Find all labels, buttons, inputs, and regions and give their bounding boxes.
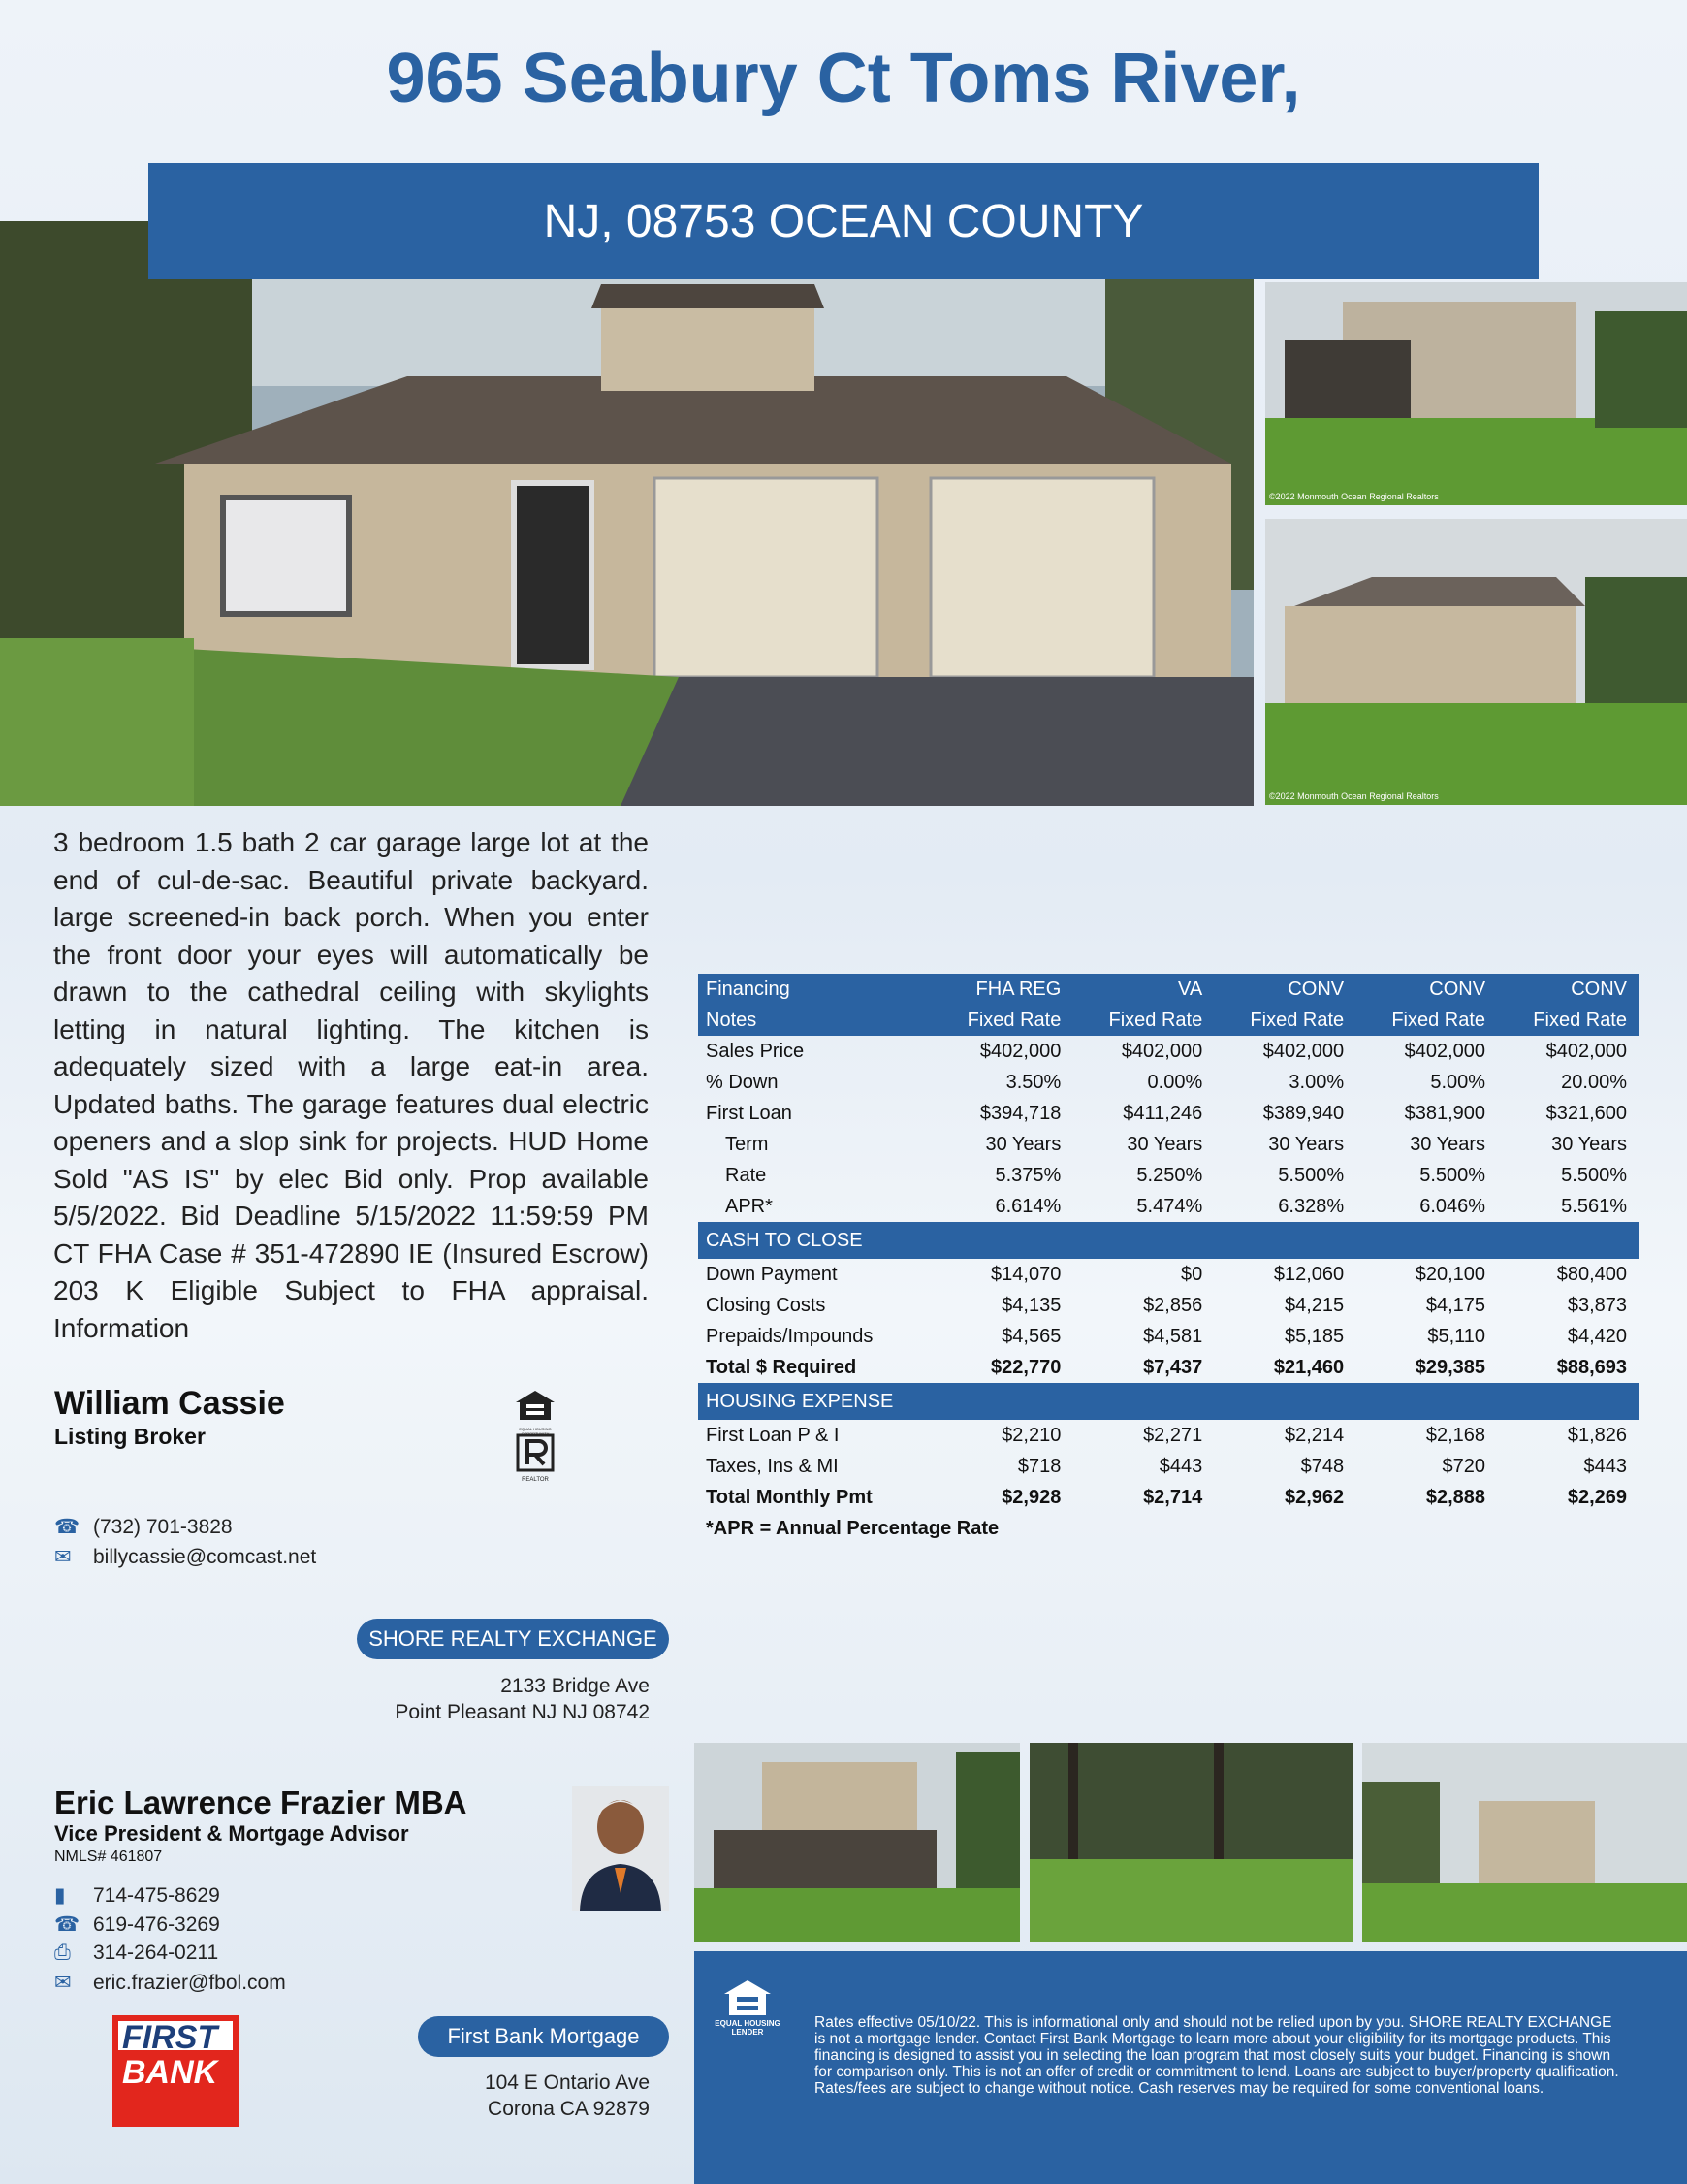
table-cell: $402,000 [1404, 1040, 1486, 1062]
table-row [698, 1420, 1639, 1451]
broker-address-line2: Point Pleasant NJ NJ 08742 [395, 1701, 650, 1723]
equal-housing-icon [508, 1389, 562, 1436]
section-label: HOUSING EXPENSE [698, 1383, 1639, 1420]
table-header-cell: Fixed Rate [1214, 1005, 1355, 1036]
realtor-label: REALTOR [522, 1477, 549, 1483]
loan-officer-role: Vice President & Mortgage Advisor [54, 1821, 409, 1846]
table-cell: $394,718 [979, 1102, 1062, 1124]
table-cell: 5.500% [1419, 1164, 1486, 1186]
table-cell: 30 Years [1127, 1133, 1203, 1155]
table-row [698, 1259, 1639, 1290]
table-row [698, 1160, 1639, 1191]
table-header-cell: FHA REG [931, 974, 1072, 1005]
table-cell: 30 Years [1268, 1133, 1345, 1155]
table-cell: $7,437 [1143, 1356, 1203, 1378]
table-cell: 6.328% [1278, 1195, 1345, 1217]
table-cell: 5.474% [1136, 1195, 1203, 1217]
broker-email-row [54, 1545, 316, 1569]
table-cell: $2,856 [1143, 1294, 1203, 1316]
table-cell: $389,940 [1262, 1102, 1345, 1124]
table-header-cell: Fixed Rate [931, 1005, 1072, 1036]
realtor-icon [514, 1433, 557, 1483]
bottom-photo-3 [1362, 1743, 1687, 1942]
table-header-cell: CONV [1355, 974, 1497, 1005]
lo-address-line1: 104 E Ontario Ave [484, 2072, 650, 2094]
table-header-cell: Financing [698, 974, 931, 1005]
table-header-row [698, 974, 1639, 1005]
table-row [698, 1321, 1639, 1352]
table-cell: $4,420 [1567, 1325, 1627, 1347]
table-header-cell: CONV [1214, 974, 1355, 1005]
table-cell: $21,460 [1273, 1356, 1345, 1378]
table-cell: 6.046% [1419, 1195, 1486, 1217]
financing-table [698, 974, 1639, 1544]
apr-note: *APR = Annual Percentage Rate [706, 1517, 1000, 1539]
table-cell: $4,175 [1425, 1294, 1486, 1316]
lo-mobile[interactable]: 714-475-8629 [93, 1883, 220, 1907]
table-cell: 5.00% [1430, 1071, 1486, 1093]
table-row [698, 1482, 1639, 1513]
table-cell: $88,693 [1556, 1356, 1627, 1378]
row-label: Prepaids/Impounds [706, 1325, 874, 1347]
table-cell: $0 [1180, 1263, 1203, 1285]
table-cell: $720 [1442, 1455, 1486, 1477]
table-cell: 20.00% [1561, 1071, 1627, 1093]
equal-housing-label: EQUAL HOUSING OPPORTUNITY [519, 1427, 552, 1436]
main-house-photo [0, 221, 1254, 806]
table-cell: $4,581 [1143, 1325, 1203, 1347]
table-cell: 5.375% [995, 1164, 1062, 1186]
table-cell: $2,210 [1002, 1424, 1062, 1446]
equal-housing-lender-label: EQUAL HOUSING LENDER [715, 2019, 780, 2037]
cash-to-close-header [698, 1222, 1639, 1259]
row-label: Sales Price [706, 1040, 805, 1062]
table-header-cell: Fixed Rate [1072, 1005, 1214, 1036]
phone-icon: ☎ [54, 1913, 80, 1936]
lo-phone[interactable]: 619-476-3269 [93, 1912, 220, 1936]
table-cell: $2,888 [1425, 1486, 1486, 1508]
fax-icon: ⎙ [54, 1942, 71, 1964]
table-cell: $5,110 [1427, 1325, 1486, 1347]
table-cell: $2,214 [1284, 1424, 1345, 1446]
broker-address [262, 1673, 650, 1725]
table-cell: $3,873 [1567, 1294, 1627, 1316]
lo-address [262, 2070, 650, 2122]
loan-officer-name: Eric Lawrence Frazier MBA [54, 1784, 467, 1820]
row-label: First Loan P & I [706, 1424, 840, 1446]
row-label: Closing Costs [706, 1294, 826, 1316]
table-cell: $14,070 [991, 1263, 1062, 1285]
first-bank-logo-line1: FIRST [122, 2019, 218, 2056]
address-subtitle-bar: NJ, 08753 OCEAN COUNTY [148, 163, 1539, 279]
table-cell: $443 [1159, 1455, 1203, 1477]
table-cell: 5.500% [1278, 1164, 1345, 1186]
disclaimer-text: Rates effective 05/10/22. This is informational only and should not be relied upon by you. SHORE REALTY EXCHANGE is not a mortgage lender. Contact First Bank Mortgage to learn more about your eligibility for its mortgage products. This financing is designed to assist you in selecting the loan program that most closely suits your budget. Financing is shown for comparison only. This is not an offer of credit or commitment to lend. Loans are subject to buyer/property qualification. Rates/fees are subject to change without notice. Cash reserves may be required for some conventional loans. [814, 2014, 1619, 2097]
lo-company-pill[interactable]: First Bank Mortgage [418, 2016, 669, 2057]
photo-watermark: ©2022 Monmouth Ocean Regional Realtors [1269, 492, 1439, 501]
table-header-cell: VA [1072, 974, 1214, 1005]
table-cell: $1,826 [1567, 1424, 1627, 1446]
table-cell: $29,385 [1415, 1356, 1486, 1378]
table-cell: 30 Years [985, 1133, 1062, 1155]
row-label: Total Monthly Pmt [706, 1486, 873, 1508]
table-cell: $381,900 [1404, 1102, 1486, 1124]
table-cell: $12,060 [1273, 1263, 1345, 1285]
lo-fax-row [54, 1942, 218, 1965]
envelope-icon: ✉ [54, 1546, 72, 1568]
table-cell: 0.00% [1147, 1071, 1203, 1093]
table-row [698, 1129, 1639, 1160]
row-label: First Loan [706, 1102, 792, 1124]
first-bank-logo-line2: BANK [122, 2054, 218, 2091]
side-photo-1 [1265, 282, 1687, 505]
table-cell: $4,215 [1284, 1294, 1345, 1316]
row-label: Rate [725, 1164, 767, 1186]
table-cell: $748 [1300, 1455, 1345, 1477]
table-cell: $2,168 [1425, 1424, 1486, 1446]
broker-phone-row [54, 1515, 233, 1539]
equal-housing-lender-icon [714, 1978, 781, 2037]
table-cell: 5.500% [1561, 1164, 1627, 1186]
page-title: 965 Seabury Ct Toms River, [386, 40, 1301, 117]
listing-broker-role: Listing Broker [54, 1424, 206, 1449]
lo-address-line2: Corona CA 92879 [488, 2098, 650, 2120]
bottom-photo-1 [694, 1743, 1020, 1942]
table-cell: $2,714 [1143, 1486, 1203, 1508]
table-cell: 5.561% [1561, 1195, 1627, 1217]
table-cell: $402,000 [1545, 1040, 1627, 1062]
photo-watermark: ©2022 Monmouth Ocean Regional Realtors [1269, 791, 1439, 801]
envelope-icon: ✉ [54, 1972, 72, 1994]
table-cell: $2,271 [1143, 1424, 1203, 1446]
lo-mobile-row [54, 1883, 220, 1908]
table-header-cell: CONV [1497, 974, 1639, 1005]
loan-officer-avatar [572, 1786, 669, 1911]
table-cell: 3.50% [1005, 1071, 1062, 1093]
table-cell: $5,185 [1284, 1325, 1345, 1347]
loan-officer-nmls: NMLS# 461807 [54, 1848, 163, 1865]
table-row [698, 1036, 1639, 1067]
table-cell: $402,000 [979, 1040, 1062, 1062]
table-cell: $443 [1583, 1455, 1627, 1477]
table-header-cell: Fixed Rate [1355, 1005, 1497, 1036]
lo-fax[interactable]: 314-264-0211 [93, 1942, 219, 1964]
table-cell: $411,246 [1123, 1102, 1203, 1124]
table-row [698, 1451, 1639, 1482]
financing-table-wrapper [698, 974, 1639, 1544]
broker-address-line1: 2133 Bridge Ave [500, 1675, 650, 1697]
section-label: CASH TO CLOSE [698, 1222, 1639, 1259]
broker-phone[interactable]: (732) 701-3828 [93, 1515, 233, 1538]
mobile-phone-icon: ▮ [54, 1884, 66, 1907]
side-photo-2 [1265, 519, 1687, 805]
lo-phone-row [54, 1912, 220, 1937]
housing-expense-header [698, 1383, 1639, 1420]
table-cell: $402,000 [1121, 1040, 1203, 1062]
listing-broker-name: William Cassie [54, 1385, 285, 1422]
table-cell: $4,135 [1002, 1294, 1062, 1316]
row-label: Total $ Required [706, 1356, 857, 1378]
table-subheader-row [698, 1005, 1639, 1036]
table-cell: $2,962 [1284, 1486, 1345, 1508]
table-row [698, 1067, 1639, 1098]
table-row [698, 1352, 1639, 1383]
table-cell: $2,269 [1567, 1486, 1627, 1508]
broker-email[interactable]: billycassie@comcast.net [93, 1545, 317, 1568]
lo-email-row [54, 1971, 286, 1995]
row-label: Term [725, 1133, 769, 1155]
table-cell: 30 Years [1410, 1133, 1486, 1155]
phone-icon: ☎ [54, 1516, 80, 1538]
row-label: Down Payment [706, 1263, 838, 1285]
table-header-cell: Fixed Rate [1497, 1005, 1639, 1036]
apr-note-row [698, 1513, 1639, 1544]
table-header-cell: Notes [698, 1005, 931, 1036]
table-cell: $2,928 [1002, 1486, 1062, 1508]
table-cell: 5.250% [1136, 1164, 1203, 1186]
table-cell: $718 [1017, 1455, 1062, 1477]
bottom-photo-2 [1030, 1743, 1353, 1942]
row-label: Taxes, Ins & MI [706, 1455, 839, 1477]
row-label: % Down [706, 1071, 779, 1093]
table-cell: 3.00% [1289, 1071, 1345, 1093]
table-cell: $4,565 [1002, 1325, 1062, 1347]
property-description: 3 bedroom 1.5 bath 2 car garage large lot at the end of cul-de-sac. Beautiful private backyard. large screened-in back porch. When you enter the front door your eyes will automatically be drawn to the cathedral ceiling with skylights letting in natural lighting. The kitchen is adequately sized with a large eat-in area. Updated baths. The garage features dual electric openers and a slop sink for projects. HUD Home Sold "AS IS" by elec Bid only. Prop available 5/5/2022. Bid Deadline 5/15/2022 11:59:59 PM CT FHA Case # 351-472890 IE (Insured Escrow) 203 K Eligible Subject to FHA appraisal. Information [53, 827, 649, 1343]
table-row [698, 1290, 1639, 1321]
table-cell: $402,000 [1262, 1040, 1345, 1062]
row-label: APR* [725, 1195, 773, 1217]
table-cell: $321,600 [1545, 1102, 1627, 1124]
table-cell: 30 Years [1551, 1133, 1627, 1155]
table-row [698, 1191, 1639, 1222]
first-bank-logo [112, 2015, 239, 2127]
table-row [698, 1098, 1639, 1129]
broker-company-pill[interactable]: SHORE REALTY EXCHANGE [357, 1619, 669, 1659]
table-cell: $22,770 [991, 1356, 1062, 1378]
table-cell: $20,100 [1415, 1263, 1486, 1285]
table-cell: 6.614% [995, 1195, 1062, 1217]
table-cell: $80,400 [1556, 1263, 1627, 1285]
lo-email[interactable]: eric.frazier@fbol.com [93, 1971, 286, 1994]
